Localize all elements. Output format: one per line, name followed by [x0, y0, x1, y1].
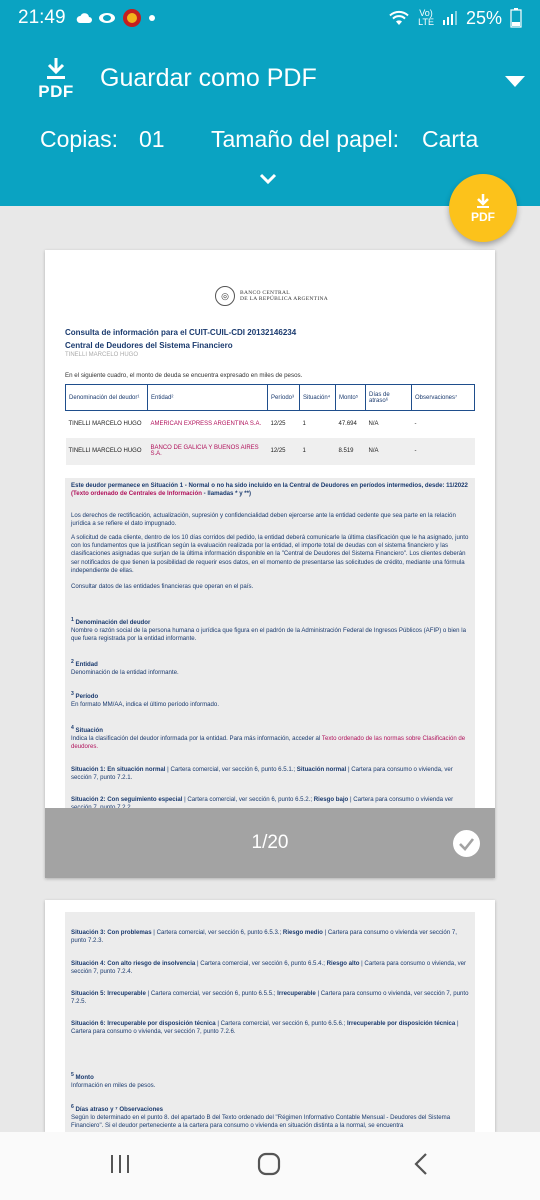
note-2: $^2$ Entidad Denominación de la entidad informante.	[71, 659, 179, 677]
page-preview-2[interactable]	[45, 900, 495, 1132]
note-6: $^6$ Días atraso y ⁷ Observaciones Según lo determinado en el punto 8. del apartado B del Texto ordenado del "Régimen Informativo Contable Mensual - Deudores del Sistema Financiero". Si el deudor perteneciente a la cartera para consumo o vivienda en situación distinta a la normal, se encuentra	[71, 1104, 451, 1130]
situation-notice: Este deudor permanece en Situación 1 - Normal o no ha sido incluido en la Central de Deudores en períodos intermedios, desde: 11/2022 (Texto ordenado de Centrales de Información - llamadas * y **)	[71, 482, 468, 498]
status-time: 21:49	[18, 7, 66, 28]
team-logo-icon	[122, 8, 142, 28]
status-bar	[0, 0, 540, 36]
bank-logo: ◎ BANCO CENTRAL DE LA REPÚBLICA ARGENTINA	[215, 286, 328, 306]
volte-indicator: Vo) LTE	[418, 8, 434, 27]
copies-value[interactable]: 01	[139, 126, 165, 152]
col-header: Situación⁴	[300, 385, 336, 411]
rights-paragraph: Los derechos de rectificación, actualización, supresión y confidencialidad deben ejercerse ante la entidad cedente que sea parte en la relación jurídica a se refiere el dato impugnado.	[71, 512, 456, 528]
note-4: $^4$ Situación Indica la clasificación del deudor informada por la entidad. Para más información, acceder al Texto ordenado de las normas sobre Clasificación de deudores.	[71, 725, 466, 751]
print-header	[0, 36, 540, 206]
page-number: 1/20	[251, 832, 289, 853]
doc-title: Consulta de información para el CUIT-CUIL-CDI 20132146234 Central de Deudores del Sistema Financiero	[65, 328, 297, 350]
col-header: Monto⁵	[336, 385, 366, 411]
pdf-icon-label: PDF	[38, 82, 74, 101]
page-indicator	[45, 808, 495, 878]
wifi-icon	[388, 9, 410, 27]
table-row: TINELLI MARCELO HUGO BANCO DE GALICIA Y BUENOS AIRES S.A. 12/25 1 8.519 N/A -	[66, 438, 475, 465]
cloud-icon	[76, 12, 92, 24]
col-header: Observaciones⁷	[412, 385, 475, 411]
printer-select[interactable]: Guardar como PDF	[100, 64, 317, 92]
download-icon	[475, 193, 491, 209]
classification-link[interactable]: Texto ordenado de las normas sobre Clasificación de deudores.	[71, 735, 466, 751]
page-selected-check-icon[interactable]	[453, 830, 480, 857]
doc-intro: En el siguiente cuadro, el monto de deuda se encuentra expresado en miles de pesos.	[65, 372, 303, 379]
col-header: Días de atraso⁶	[366, 385, 412, 411]
dot-icon	[148, 14, 156, 22]
save-pdf-label: PDF	[471, 209, 495, 224]
app-icon	[98, 12, 116, 24]
table-header-row	[66, 385, 475, 411]
request-paragraph: A solicitud de cada cliente, dentro de los 10 días corridos del pedido, la entidad deberá comunicarle la última clasificación que le ha asignado, junto con los fundamentos que la justifican según la evaluación realizada por la entidad, el importe total de deudas con el sistema financiero y las clasificaciones asignadas que surjan de la última información disponible en la "Central de Deudores del Sistema Financiero". Los clientes deberán ser notificados de que tienen la posibilidad de requerir esos datos, en el momento de presentarse las solicitudes de crédito, mediante una fórmula independiente de ellas.	[71, 534, 469, 574]
entities-link[interactable]: Consultar datos de las entidades financieras que operan en el país.	[71, 583, 254, 590]
battery-icon	[510, 8, 522, 28]
paper-size-value[interactable]: Carta	[422, 126, 479, 152]
debtor-name: TINELLI MARCELO HUGO	[65, 352, 139, 358]
pdf-download-icon	[36, 56, 76, 104]
battery-percent: 25%	[465, 7, 502, 28]
signal-icon	[442, 10, 458, 26]
situation-3: Situación 3: Con problemas | Cartera comercial, ver sección 6, punto 6.5.3.; Riesgo medio | Cartera para consumo o vivienda ver sección 7, punto 7.2.3.	[71, 929, 457, 945]
copies-label: Copias:	[40, 126, 118, 152]
col-header: Denominación del deudor¹	[66, 385, 148, 411]
save-pdf-button[interactable]	[449, 174, 517, 242]
home-button[interactable]	[257, 1152, 281, 1181]
debt-table	[65, 384, 475, 465]
bank-seal-icon: ◎	[215, 286, 235, 306]
chevron-down-icon[interactable]	[258, 172, 278, 191]
situation-2: Situación 2: Con seguimiento especial | Cartera comercial, ver sección 6, punto 6.5.2.; Riesgo bajo | Cartera para consumo o vivienda ver	[71, 796, 454, 803]
note-1: $^1$ Denominación del deudor Nombre o razón social de la persona humana o jurídica que figura en el padrón de la Administración Federal de Ingresos Públicos (AFIP) o bien la que fuera registrada por la entidad informante.	[71, 617, 466, 643]
situation-4: Situación 4: Con alto riesgo de insolvencia | Cartera comercial, ver sección 6, punto 6.5.4.; Riesgo alto | Cartera para consumo o vivienda, ver sección 7, punto 7.2.4.	[71, 960, 467, 976]
recent-apps-button[interactable]	[108, 1152, 132, 1181]
navigation-bar	[0, 1132, 540, 1200]
dropdown-arrow-icon[interactable]	[505, 76, 525, 87]
col-header: Entidad²	[148, 385, 268, 411]
note-5: $^5$ Monto Información en miles de pesos.	[71, 1072, 156, 1090]
situation-1: Situación 1: En situación normal | Cartera comercial, ver sección 6, punto 6.5.1.; Situación normal | Cartera para consumo o vivienda, ver sección 7, punto 7.2.1.	[71, 766, 453, 782]
page-preview-1[interactable]	[45, 250, 495, 878]
col-header: Período³	[268, 385, 300, 411]
paper-size-label: Tamaño del papel:	[211, 126, 399, 152]
table-row: TINELLI MARCELO HUGO AMERICAN EXPRESS ARGENTINA S.A. 12/25 1 47.694 N/A -	[68, 421, 417, 428]
notification-icons	[76, 8, 156, 28]
situation-5: Situación 5: Irrecuperable | Cartera comercial, ver sección 6, punto 6.5.5.; Irrecuperable | Cartera para consumo o vivienda, ver sección 7, punto 7.2.5.	[71, 990, 469, 1006]
situation-6: Situación 6: Irrecuperable por disposición técnica | Cartera comercial, ver sección 6, punto 6.5.6.; Irrecuperable por disposición técnica | Cartera para consumo o vivienda, ver sección 7, punto 7.2.6.	[71, 1020, 459, 1036]
back-button[interactable]	[410, 1152, 434, 1181]
note-3: $^3$ Período En formato MM/AA, indica el último período informado.	[71, 691, 220, 709]
